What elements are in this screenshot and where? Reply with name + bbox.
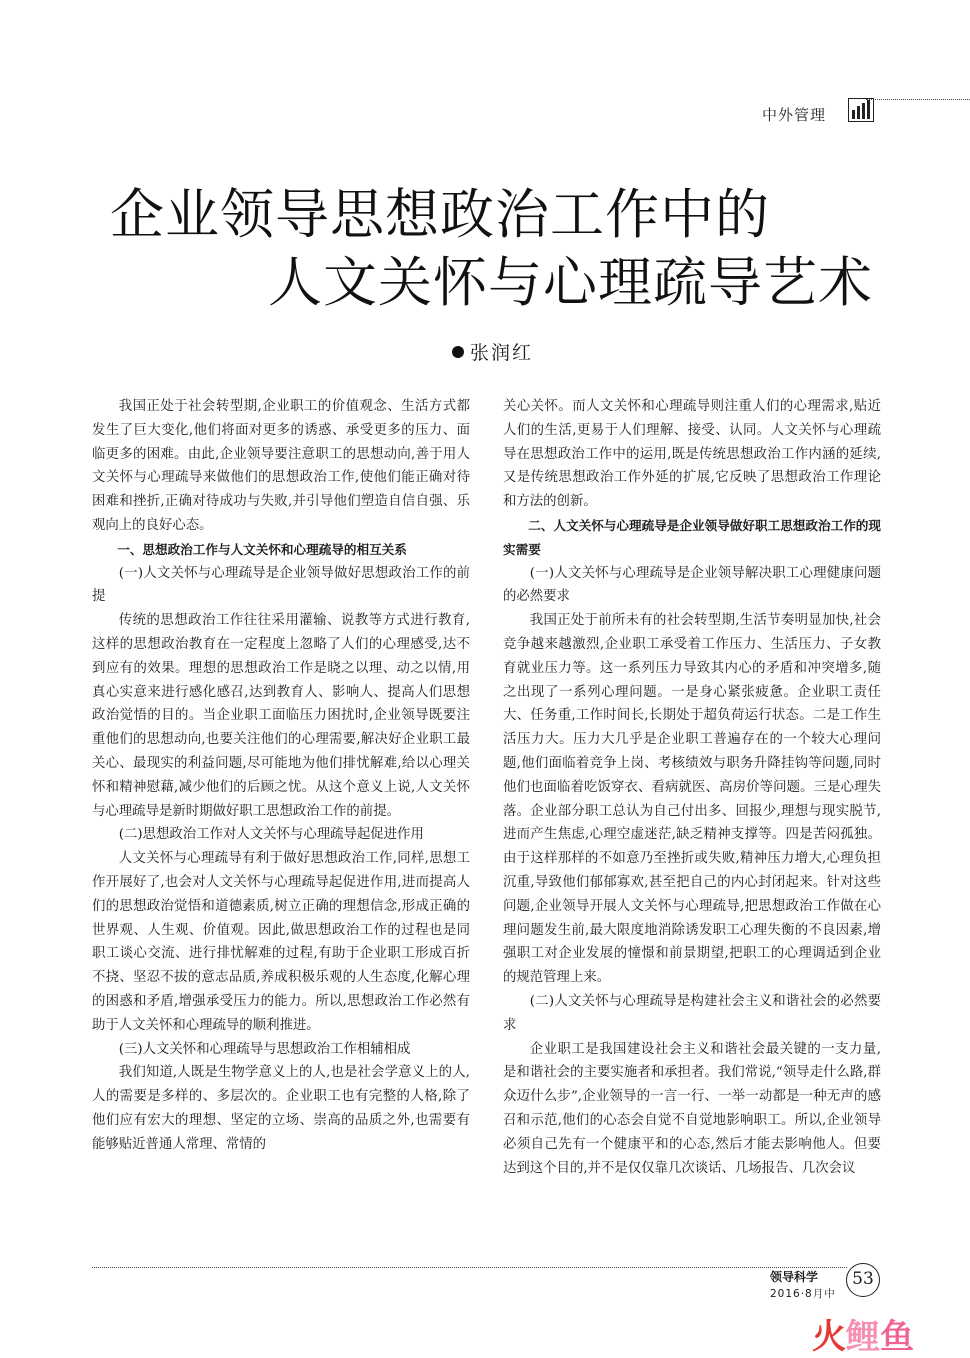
footer-date: 2016·8月中 (770, 1288, 836, 1300)
watermark-char-3: 鱼 (880, 1317, 914, 1357)
article-title-line-2: 人文关怀与心理疏导艺术 (268, 251, 873, 314)
section-heading: 二、人文关怀与心理疏导是企业领导做好职工思想政治工作的现实需要 (503, 517, 881, 557)
bar-chart-icon (848, 98, 874, 122)
paragraph: (二)人文关怀与心理疏导是构建社会主义和谐社会的必然要求 (503, 993, 881, 1033)
paragraph: 关心关怀。而人文关怀和心理疏导则注重人们的心理需求,贴近人们的生活,更易于人们理解、接受、认同。人文关怀与心理疏导在思想政治工作中的运用,既是传统思想政治工作内涵的延续,又是传统思想政治工作外延的扩展,它反映了思想政治工作理论和方法的创新。 (503, 399, 881, 510)
author-line (452, 338, 533, 365)
left-column (92, 395, 470, 1250)
paragraph: 我们知道,人既是生物学意义上的人,也是社会学意义上的人,人的需要是多样的、多层次的。企业职工也有完整的人格,除了他们应有宏大的理想、坚定的立场、崇高的品质之外,也需要有能够贴近普通人常理、常情的 (92, 1065, 470, 1152)
watermark-char-1: 火 (812, 1317, 846, 1357)
paragraph: (一)人文关怀与心理疏导是企业领导解决职工心理健康问题的必然要求 (503, 565, 881, 605)
author-name: 张润红 (470, 342, 534, 364)
paragraph: 我国正处于社会转型期,企业职工的价值观念、生活方式都发生了巨大变化,他们将面对更多的诱惑、承受更多的压力、面临更多的困难。由此,企业领导要注意职工的思想动向,善于用人文关怀与心理疏导来做他们的思想政治工作,使他们能正确对待困难和挫折,正确对待成功与失败,并引导他们塑造自信自强、乐观向上的良好心态。 (92, 399, 470, 533)
header-rule (866, 99, 970, 100)
section-heading: 一、思想政治工作与人文关怀和心理疏导的相互关系 (117, 541, 407, 557)
paragraph: 企业职工是我国建设社会主义和谐社会最关键的一支力量,是和谐社会的主要实施者和承担者。我们常说,“领导走什么路,群众迈什么步”,企业领导的一言一行、一举一动都是一种无声的感召和示范,他们的心态会自觉不自觉地影响职工。所以,企业领导必须自己先有一个健康平和的心态,然后才能去影响他人。但要达到这个目的,并不是仅仅靠几次谈话、几场报告、几次会议 (503, 1041, 881, 1176)
page-number: 53 (846, 1263, 880, 1297)
paragraph: 传统的思想政治工作往往采用灌输、说教等方式进行教育,这样的思想政治教育在一定程度上忽略了人们的心理感受,达不到应有的效果。理想的思想政治工作是晓之以理、动之以情,用真心实意来进行感化感召,达到教育人、影响人、提高人们思想政治觉悟的目的。当企业职工面临压力困扰时,企业领导既要注重他们的思想动向,也要关注他们的心理需要,解决好企业职工最关心、最现实的利益问题,尽可能地为他们排忧解难,给以心理关怀和精神慰藉,减少他们的后顾之忧。从这个意义上说,人文关怀与心理疏导是新时期做好职工思想政治工作的前提。 (92, 613, 470, 819)
section-tag: 中外管理 (762, 106, 827, 124)
bullet-icon (452, 346, 464, 358)
paragraph: (三)人文关怀和心理疏导与思想政治工作相辅相成 (118, 1041, 411, 1057)
paragraph: (二)思想政治工作对人文关怀与心理疏导起促进作用 (118, 827, 424, 843)
watermark-char-2: 鲤 (846, 1317, 880, 1357)
right-column (503, 395, 881, 1250)
paragraph: 我国正处于前所未有的社会转型期,生活节奏明显加快,社会竞争越来越激烈,企业职工承受着工作压力、生活压力、子女教育就业压力等。这一系列压力导致其内心的矛盾和冲突增多,随之出现了一系列心理问题。一是身心紧张疲惫。企业职工责任大、任务重,工作时间长,长期处于超负荷运行状态。二是工作生活压力大。压力大几乎是企业职工普遍存在的一个较大心理问题,他们面临着竞争上岗、考核绩效与职务升降挂钩等问题,同时他们也面临着吃饭穿衣、看病就医、高房价等问题。三是心理失落。企业部分职工总认为自己付出多、回报少,理想与现实脱节,进而产生焦虑,心理空虚迷茫,缺乏精神支撑等。四是苦闷孤独。由于这样那样的不如意乃至挫折或失败,精神压力增大,心理负担沉重,导致他们郁郁寡欢,甚至把自己的内心封闭起来。针对这些问题,企业领导开展人文关怀与心理疏导,把思想政治工作做在心理问题发生前,最大限度地消除诱发职工心理失衡的不良因素,增强职工对企业发展的憧憬和前景期望,把职工的心理调适到企业的规范管理上来。 (503, 613, 881, 986)
paragraph: (一)人文关怀与心理疏导是企业领导做好思想政治工作的前提 (92, 565, 470, 605)
article-title-line-1: 企业领导思想政治工作中的 (110, 183, 770, 246)
paragraph: 人文关怀与心理疏导有利于做好思想政治工作,同样,思想工作开展好了,也会对人文关怀与心理疏导起促进作用,进而提高人们的思想政治觉悟和道德素质,树立正确的理想信念,形成正确的世界观、人生观、价值观。因此,做思想政治工作的过程也是同职工谈心交流、进行排忧解难的过程,有助于企业职工形成百折不挠、坚忍不拔的意志品质,养成积极乐观的人生态度,化解心理的困惑和矛盾,增强承受压力的能力。所以,思想政治工作必然有助于人文关怀和心理疏导的顺利推进。 (92, 851, 470, 1033)
footer-magazine: 领导科学 (770, 1270, 819, 1284)
footer-rule (92, 1267, 847, 1268)
